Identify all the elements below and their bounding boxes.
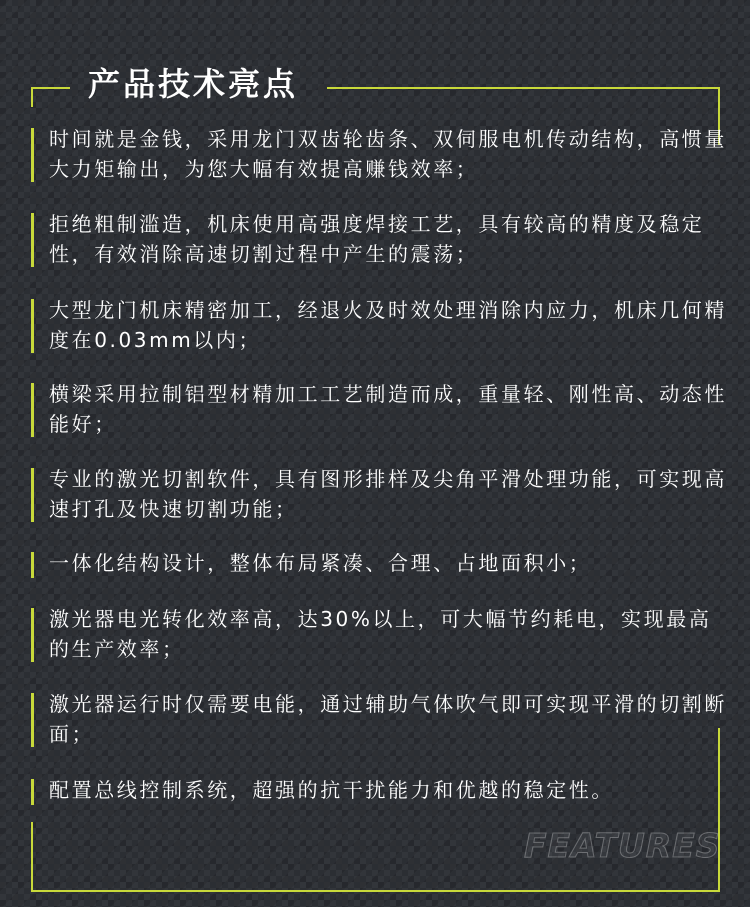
accent-bar bbox=[31, 608, 34, 662]
accent-bar bbox=[31, 552, 34, 578]
feature-item bbox=[31, 689, 731, 749]
frame-left-top bbox=[31, 87, 33, 107]
feature-list bbox=[31, 124, 731, 805]
accent-bar bbox=[31, 299, 34, 353]
frame-top-left bbox=[31, 87, 70, 89]
accent-bar bbox=[31, 213, 34, 267]
feature-text: 大型龙门机床精密加工，经退火及时效处理消除内应力，机床几何精度在0.03mm以内； bbox=[49, 298, 727, 352]
feature-text: 一体化结构设计，整体布局紧凑、合理、占地面积小； bbox=[49, 551, 592, 575]
feature-text: 激光器电光转化效率高，达30%以上，可大幅节约耗电，实现最高的生产效率； bbox=[49, 607, 712, 661]
feature-text: 拒绝粗制滥造，机床使用高强度焊接工艺，具有较高的精度及稳定性，有效消除高速切割过程中产生的震荡； bbox=[49, 212, 705, 266]
accent-bar bbox=[31, 693, 34, 747]
features-watermark: FEATURES bbox=[524, 826, 721, 865]
feature-item bbox=[31, 124, 731, 184]
feature-item bbox=[31, 464, 731, 524]
feature-item bbox=[31, 604, 731, 664]
frame-top-right bbox=[327, 87, 720, 89]
feature-text: 横梁采用拉制铝型材精加工工艺制造而成，重量轻、刚性高、动态性能好； bbox=[49, 382, 727, 436]
feature-item bbox=[31, 295, 731, 355]
accent-bar bbox=[31, 779, 34, 805]
feature-text: 专业的激光切割软件，具有图形排样及尖角平滑处理功能，可实现高速打孔及快速切割功能； bbox=[49, 467, 727, 521]
page-title: 产品技术亮点 bbox=[88, 65, 299, 103]
accent-bar bbox=[31, 128, 34, 182]
feature-item bbox=[31, 775, 731, 805]
accent-bar bbox=[31, 383, 34, 437]
feature-item bbox=[31, 548, 731, 578]
frame-bottom bbox=[31, 890, 720, 892]
feature-text: 时间就是金钱，采用龙门双齿轮齿条、双伺服电机传动结构，高惯量大力矩输出，为您大幅有效提高赚钱效率； bbox=[49, 127, 727, 181]
feature-text: 配置总线控制系统，超强的抗干扰能力和优越的稳定性。 bbox=[49, 778, 614, 802]
accent-bar bbox=[31, 468, 34, 522]
feature-item bbox=[31, 209, 731, 269]
feature-item bbox=[31, 379, 731, 439]
feature-text: 激光器运行时仅需要电能，通过辅助气体吹气即可实现平滑的切割断面； bbox=[49, 692, 727, 746]
frame-left-bottom bbox=[31, 822, 33, 892]
